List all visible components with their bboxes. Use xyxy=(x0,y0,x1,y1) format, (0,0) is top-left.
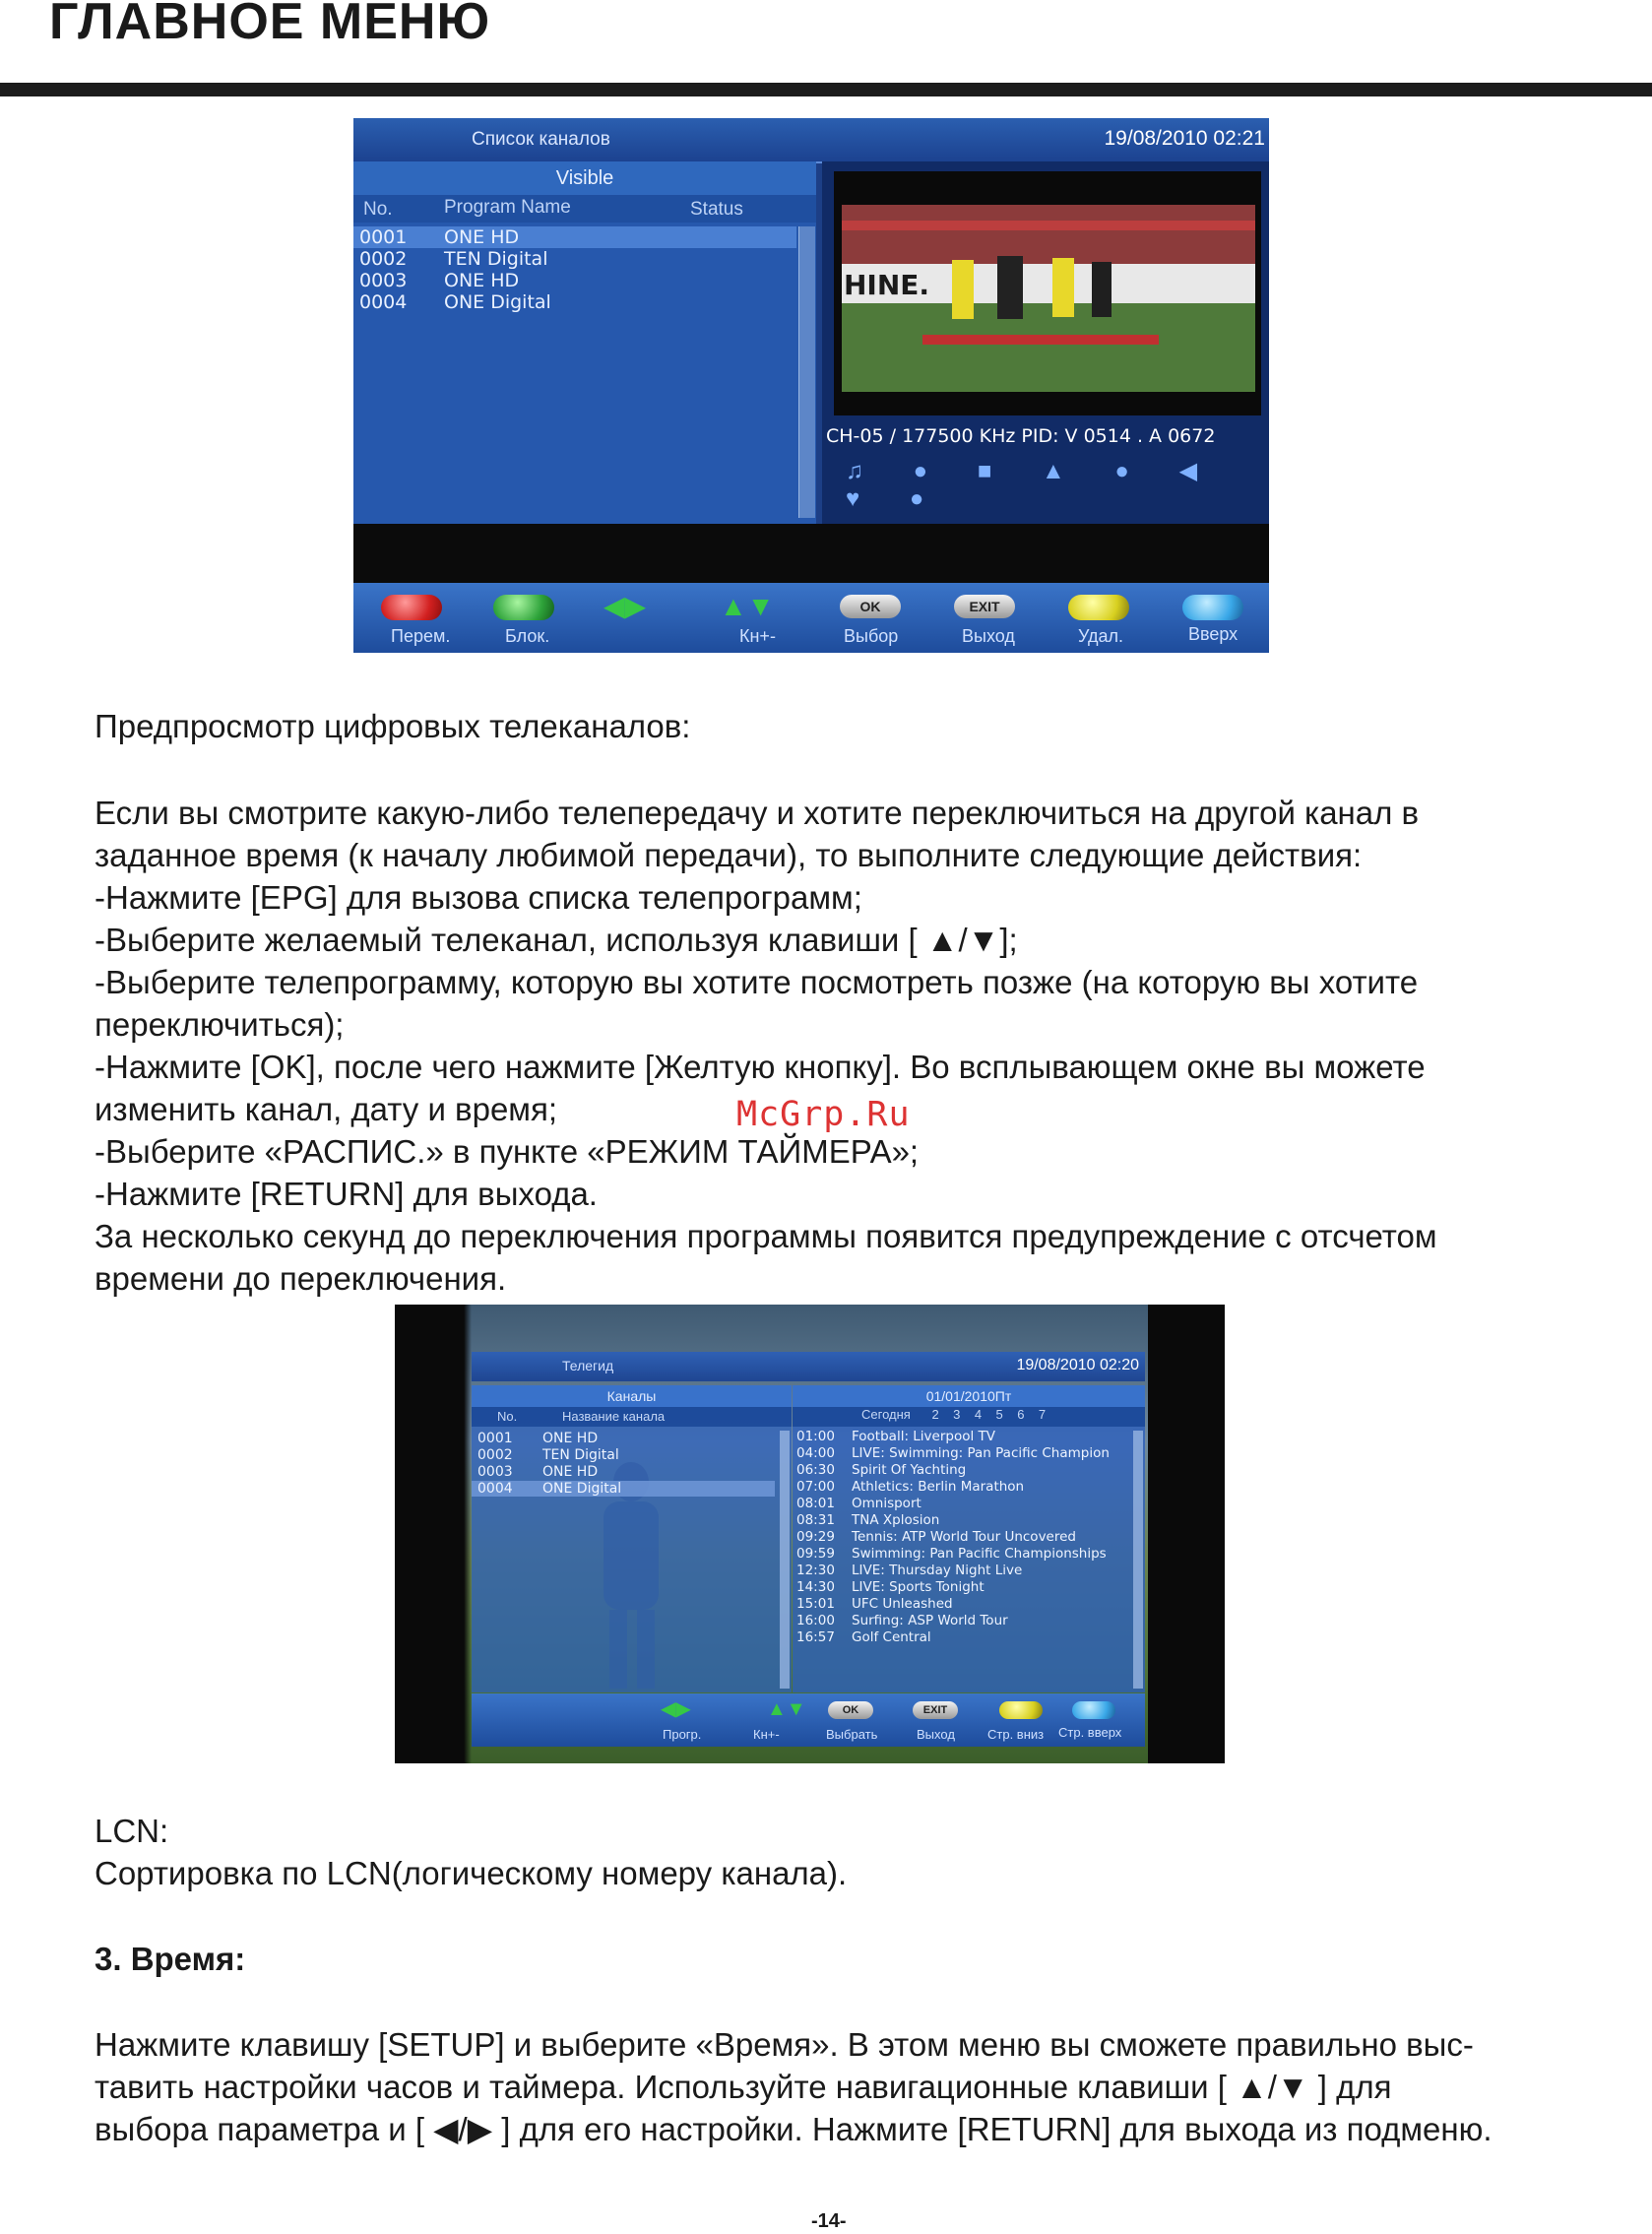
channel-no: 0003 xyxy=(477,1464,513,1480)
channel-name: TEN Digital xyxy=(542,1447,619,1463)
left-right-arrows-icon[interactable]: ◀▶ xyxy=(661,1698,691,1720)
epg-column-headers xyxy=(472,1407,792,1427)
ok-button-label: Выбор xyxy=(844,626,899,646)
body-line: За несколько секунд до переключения программы появится предупреждение с отсчетом xyxy=(95,1218,1437,1254)
program-title: LIVE: Swimming: Pan Pacific Champion xyxy=(852,1445,1110,1461)
green-button-label: Блок. xyxy=(505,626,550,646)
channel-no: 0001 xyxy=(477,1431,513,1446)
program-row[interactable] xyxy=(796,1629,1131,1646)
blue-button-label: Вверх xyxy=(1188,624,1239,644)
channel-no: 0002 xyxy=(359,248,408,270)
program-title: TNA Xplosion xyxy=(852,1512,940,1528)
section-3-line: Нажмите клавишу [SETUP] и выберите «Время». В этом меню вы сможете правильно выс- xyxy=(95,2026,1474,2063)
yellow-button-label: Удал. xyxy=(1078,626,1124,646)
program-row[interactable] xyxy=(796,1563,1131,1579)
video-preview xyxy=(834,171,1261,415)
ok-button[interactable]: OK xyxy=(828,1701,873,1719)
program-title: LIVE: Thursday Night Live xyxy=(852,1563,1023,1578)
section-3-line: тавить настройки часов и таймера. Используйте навигационные клавиши [ ▲/▼ ] для xyxy=(95,2069,1392,2105)
page-title: ГЛАВНОЕ МЕНЮ xyxy=(49,0,491,50)
screen2-title: Телегид xyxy=(562,1358,614,1373)
up-down-label: Кн+- xyxy=(739,626,776,646)
program-title: Athletics: Berlin Marathon xyxy=(852,1479,1025,1495)
screen2-datetime: 19/08/2010 02:20 xyxy=(1016,1357,1139,1373)
program-row[interactable] xyxy=(796,1479,1131,1496)
yellow-button[interactable] xyxy=(1068,595,1129,620)
section-3-line: выбора параметра и [ ◀/▶ ] для его настройки. Нажмите [RETURN] для выхода из подменю. xyxy=(95,2111,1493,2147)
epg-program-panel xyxy=(793,1385,1145,1692)
program-time: 08:31 xyxy=(796,1512,835,1528)
channel-no: 0004 xyxy=(477,1481,513,1497)
channel-list-panel xyxy=(353,161,816,524)
yellow-button[interactable] xyxy=(999,1701,1043,1719)
preview-panel xyxy=(822,161,1269,524)
program-row[interactable] xyxy=(796,1579,1131,1596)
channel-no: 0002 xyxy=(477,1447,513,1463)
program-time: 09:29 xyxy=(796,1529,835,1545)
program-title: Tennis: ATP World Tour Uncovered xyxy=(852,1529,1076,1545)
epg-program-scrollbar[interactable] xyxy=(1133,1431,1143,1689)
letterbox-left xyxy=(395,1305,472,1763)
screen1-title: Список каналов xyxy=(472,129,610,150)
channel-row[interactable] xyxy=(353,270,796,291)
program-row[interactable] xyxy=(796,1445,1131,1462)
up-down-label: Кн+- xyxy=(753,1727,780,1742)
program-row[interactable] xyxy=(796,1529,1131,1546)
channel-list-screenshot xyxy=(353,118,1269,653)
epg-channel-row[interactable] xyxy=(472,1431,775,1446)
section-3-title: 3. Время: xyxy=(95,1941,246,1977)
channel-row[interactable] xyxy=(353,248,796,270)
lcn-title: LCN: xyxy=(95,1813,169,1849)
red-button-label: Перем. xyxy=(391,626,451,646)
body-line: изменить канал, дату и время; xyxy=(95,1091,558,1127)
epg-channel-row[interactable] xyxy=(472,1447,775,1463)
epg-channels-title: Каналы xyxy=(472,1385,792,1407)
program-row[interactable] xyxy=(796,1462,1131,1479)
program-title: Football: Liverpool TV xyxy=(852,1429,996,1444)
red-button[interactable] xyxy=(381,595,442,620)
program-title: Swimming: Pan Pacific Championships xyxy=(852,1546,1107,1562)
channel-name: ONE Digital xyxy=(444,291,551,313)
channel-name: ONE HD xyxy=(444,270,520,291)
program-time: 04:00 xyxy=(796,1445,835,1461)
program-title: Spirit Of Yachting xyxy=(852,1462,967,1478)
channel-name: ONE Digital xyxy=(542,1481,622,1497)
body-line: -Нажмите [OK], после чего нажмите [Желтую кнопку]. Во всплывающем окне вы можете xyxy=(95,1049,1426,1085)
category-icons: ♫ ● ■ ▲ ● ◀ ♥ ● xyxy=(846,458,1220,512)
channel-name: ONE HD xyxy=(444,226,520,248)
left-right-label: Прогр. xyxy=(663,1727,702,1742)
up-down-arrows-icon[interactable]: ▲▼ xyxy=(767,1698,806,1720)
title-rule xyxy=(0,83,1652,96)
channel-info-line: CH-05 / 177500 KHz PID: V 0514 . A 0672 xyxy=(826,425,1216,447)
epg-col-name: Название канала xyxy=(562,1409,666,1424)
body-line: -Выберите «РАСПИС.» в пункте «РЕЖИМ ТАЙМЕРА»; xyxy=(95,1133,920,1170)
screen1-header xyxy=(353,118,1269,163)
col-program-name: Program Name xyxy=(444,197,571,218)
program-time: 14:30 xyxy=(796,1579,835,1595)
channel-no: 0001 xyxy=(359,226,408,248)
program-row[interactable] xyxy=(796,1546,1131,1563)
epg-screenshot xyxy=(395,1305,1225,1763)
channel-no: 0003 xyxy=(359,270,408,291)
body-line: переключиться); xyxy=(95,1006,345,1043)
list-scrollbar[interactable] xyxy=(798,226,815,518)
page-number: -14- xyxy=(811,2210,847,2232)
program-title: Omnisport xyxy=(852,1496,921,1511)
screen1-footer xyxy=(353,583,1269,653)
body-line: -Нажмите [RETURN] для выхода. xyxy=(95,1176,598,1212)
ok-button[interactable]: OK xyxy=(840,595,901,618)
channel-row[interactable] xyxy=(353,291,796,313)
program-time: 12:30 xyxy=(796,1563,835,1578)
yellow-button-label: Стр. вниз xyxy=(987,1727,1045,1742)
program-time: 07:00 xyxy=(796,1479,835,1495)
epg-day-tabs[interactable]: Сегодня 2 3 4 5 6 7 xyxy=(793,1407,1145,1427)
program-row[interactable] xyxy=(796,1429,1131,1445)
column-headers xyxy=(353,195,816,223)
program-time: 16:00 xyxy=(796,1613,835,1628)
svg-text:HINE.: HINE. xyxy=(844,269,930,301)
program-row[interactable] xyxy=(796,1596,1131,1613)
green-button[interactable] xyxy=(493,595,554,620)
blue-button[interactable] xyxy=(1182,595,1243,620)
preview-heading: Предпросмотр цифровых телеканалов: xyxy=(95,708,691,744)
program-title: Surfing: ASP World Tour xyxy=(852,1613,1008,1628)
screen2-header xyxy=(472,1352,1145,1381)
exit-button-label: Выход xyxy=(917,1727,955,1742)
video-preview-image xyxy=(834,171,1261,415)
program-time: 16:57 xyxy=(796,1629,835,1645)
epg-channel-row[interactable] xyxy=(472,1464,775,1480)
epg-channel-panel xyxy=(472,1385,792,1692)
program-row[interactable] xyxy=(796,1496,1131,1512)
epg-channel-row[interactable] xyxy=(472,1481,775,1497)
blue-button-label: Стр. вверх xyxy=(1058,1725,1122,1740)
channel-name: TEN Digital xyxy=(444,248,548,270)
body-line: заданное время (к началу любимой передачи), то выполните следующие действия: xyxy=(95,837,1363,873)
lcn-text: Сортировка по LCN(логическому номеру канала). xyxy=(95,1855,848,1891)
col-status: Status xyxy=(690,199,743,220)
epg-date-header: 01/01/2010Пт xyxy=(793,1385,1145,1407)
body-line: -Нажмите [EPG] для вызова списка телепрограмм; xyxy=(95,879,862,916)
separator-band xyxy=(353,524,1269,583)
program-time: 06:30 xyxy=(796,1462,835,1478)
program-title: Golf Central xyxy=(852,1629,931,1645)
body-line: -Выберите желаемый телеканал, используя клавиши [ ▲/▼]; xyxy=(95,922,1018,958)
screen1-datetime: 19/08/2010 02:21 xyxy=(1104,127,1265,150)
epg-channel-scrollbar[interactable] xyxy=(780,1431,790,1689)
program-time: 01:00 xyxy=(796,1429,835,1444)
exit-button-label: Выход xyxy=(962,626,1015,646)
up-down-arrows-icon[interactable]: ▲▼ xyxy=(720,591,775,621)
exit-button[interactable]: EXIT xyxy=(954,595,1015,618)
letterbox-right xyxy=(1148,1305,1225,1763)
body-line: времени до переключения. xyxy=(95,1260,507,1297)
blue-button[interactable] xyxy=(1072,1701,1115,1719)
program-title: LIVE: Sports Tonight xyxy=(852,1579,985,1595)
program-time: 09:59 xyxy=(796,1546,835,1562)
col-no: No. xyxy=(363,199,393,220)
left-right-arrows-icon[interactable]: ◀▶ xyxy=(604,591,647,621)
program-title: UFC Unleashed xyxy=(852,1596,953,1612)
channel-no: 0004 xyxy=(359,291,408,313)
program-time: 15:01 xyxy=(796,1596,835,1612)
screen2-footer xyxy=(472,1693,1145,1747)
list-title: Visible xyxy=(353,161,816,195)
program-time: 08:01 xyxy=(796,1496,835,1511)
exit-button[interactable]: EXIT xyxy=(913,1701,958,1719)
epg-col-no: No. xyxy=(497,1409,518,1424)
program-row[interactable] xyxy=(796,1512,1131,1529)
watermark: McGrp.Ru xyxy=(736,1095,911,1134)
channel-name: ONE HD xyxy=(542,1431,599,1446)
body-line: -Выберите телепрограмму, которую вы хотите посмотреть позже (на которую вы хотите xyxy=(95,964,1419,1000)
channel-row[interactable] xyxy=(353,226,796,248)
program-row[interactable] xyxy=(796,1613,1131,1629)
body-line: Если вы смотрите какую-либо телепередачу и хотите переключиться на другой канал в xyxy=(95,795,1420,831)
channel-name: ONE HD xyxy=(542,1464,599,1480)
ok-button-label: Выбрать xyxy=(826,1727,878,1742)
